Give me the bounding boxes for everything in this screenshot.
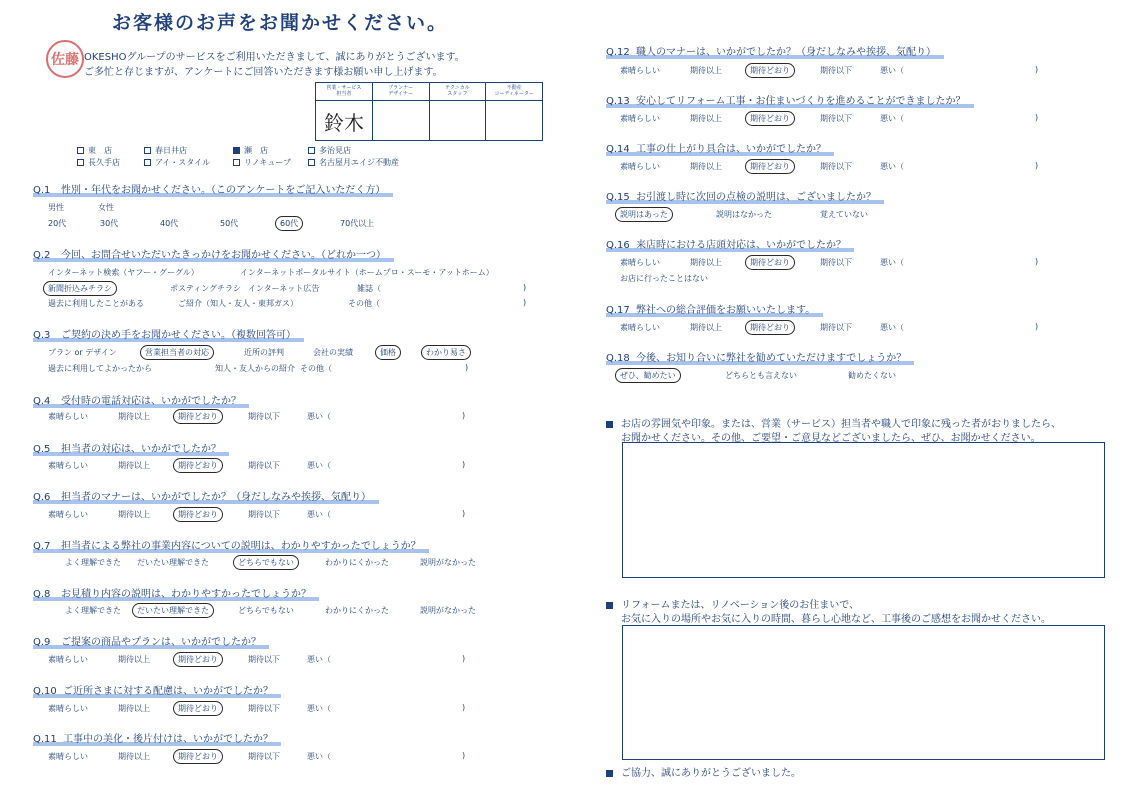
answer-option[interactable]: 雑誌（: [357, 284, 381, 293]
question-number: Q.4: [33, 396, 51, 407]
comment-2-line-2: お気に入りの場所やお気に入りの時間、暮らし心地など、工事後のご感想をお聞かせください。: [621, 614, 1051, 625]
comment-box-2[interactable]: [622, 625, 1105, 760]
answer-option[interactable]: 期待以上: [118, 461, 150, 470]
shop-checkbox-item[interactable]: [308, 157, 399, 168]
shop-label: 瀬 店: [244, 146, 268, 155]
answer-option: ): [523, 283, 527, 292]
intro-line-1: OKESHOグループのサービスをご利用いただきまして、誠にありがとうございます。: [84, 52, 465, 63]
question-number: Q.18: [606, 353, 630, 364]
question-number: Q.3: [33, 330, 51, 341]
question-text: 受付時の電話対応は、いかがでしたか？: [61, 396, 241, 407]
question-heading: [33, 181, 393, 197]
answer-option[interactable]: 過去に利用したことがある: [48, 299, 144, 308]
answer-option: ): [462, 460, 466, 469]
question-heading: [606, 188, 884, 204]
selected-answer-option[interactable]: 期待どおり: [173, 507, 223, 522]
staff-table: [315, 82, 543, 141]
checkbox-icon[interactable]: [144, 159, 151, 166]
answer-option[interactable]: 期待以上: [118, 412, 150, 421]
selected-answer-option[interactable]: 期待どおり: [745, 255, 795, 270]
answer-option[interactable]: 50代: [220, 219, 239, 228]
answer-option[interactable]: よく理解できた: [65, 606, 121, 615]
answer-option[interactable]: 素晴らしい: [48, 510, 88, 519]
answer-option[interactable]: 悪い（: [880, 66, 904, 75]
staff-col-realestate: [485, 83, 542, 140]
answer-option: ): [462, 509, 466, 518]
shop-label: 名古屋月エイジ不動産: [319, 158, 399, 167]
answer-option[interactable]: 期待以上: [118, 655, 150, 664]
closing-message: [606, 764, 801, 779]
shop-label: 東 店: [88, 146, 112, 155]
question-text: 弊社への総合評価をお願いいたします。: [636, 305, 816, 316]
answer-option[interactable]: 期待以上: [690, 66, 722, 75]
shop-label: リノキューブ: [244, 158, 291, 167]
question-text: お引渡し時に次回の点検の説明は、ございましたか？: [636, 192, 876, 203]
answer-option[interactable]: 悪い（: [307, 655, 331, 664]
shop-label: 春日井店: [155, 146, 187, 155]
answer-option[interactable]: 期待以下: [820, 114, 852, 123]
checkbox-icon[interactable]: [308, 147, 315, 154]
answer-option[interactable]: わかりにくかった: [325, 606, 389, 615]
answer-option[interactable]: プラン or デザイン: [48, 348, 117, 357]
answer-option[interactable]: 悪い（: [307, 752, 331, 761]
answer-option: ): [1035, 322, 1039, 331]
selected-answer-option[interactable]: 期待どおり: [173, 458, 223, 473]
seal-stamp: 佐藤: [46, 40, 84, 78]
checked-box-icon[interactable]: [233, 147, 240, 154]
selected-answer-option[interactable]: 価格: [375, 345, 401, 360]
question-number: Q.5: [33, 444, 51, 455]
answer-option[interactable]: 期待以上: [118, 510, 150, 519]
question-heading: [606, 301, 823, 317]
staff-cell[interactable]: [430, 101, 486, 140]
answer-option[interactable]: 期待以下: [248, 704, 280, 713]
question-heading: [606, 236, 854, 252]
answer-option[interactable]: 知人・友人からの紹介: [215, 364, 295, 373]
answer-option: ): [1035, 113, 1039, 122]
answer-option[interactable]: 勧めたくない: [848, 371, 896, 380]
question-number: Q.9: [33, 637, 51, 648]
question-heading: [33, 585, 319, 601]
shop-checkbox-item[interactable]: [144, 145, 187, 156]
question-text: お見積り内容の説明は、わかりやすかったでしょうか？: [61, 589, 311, 600]
question-number: Q.2: [33, 250, 51, 261]
question-heading: [33, 633, 269, 649]
answer-option: ): [1035, 257, 1039, 266]
question-heading: [33, 246, 394, 262]
checkbox-icon[interactable]: [308, 159, 315, 166]
question-heading: [33, 392, 249, 408]
question-heading: [606, 43, 944, 59]
answer-option[interactable]: 素晴らしい: [48, 704, 88, 713]
answer-option[interactable]: 期待以下: [248, 752, 280, 761]
answer-option[interactable]: 女性: [98, 203, 114, 212]
answer-option[interactable]: 30代: [100, 219, 119, 228]
selected-answer-option[interactable]: 新聞折込みチラシ: [43, 281, 117, 296]
answer-option[interactable]: 悪い（: [307, 412, 331, 421]
answer-option[interactable]: 期待以下: [248, 655, 280, 664]
answer-option: ): [1035, 161, 1039, 170]
staff-header: プランナー デザイナー: [373, 83, 429, 101]
selected-answer-option[interactable]: ぜひ、勧めたい: [615, 368, 681, 383]
question-text: ご近所さまに対する配慮は、いかがでしたか？: [63, 686, 273, 697]
answer-option[interactable]: 20代: [48, 219, 67, 228]
answer-option[interactable]: 悪い（: [880, 258, 904, 267]
answer-option[interactable]: わかりにくかった: [325, 558, 389, 567]
answer-option[interactable]: 期待以下: [248, 510, 280, 519]
comment-1-line-1: お店の雰囲気や印象。または、営業（サービス）担当者や職人で印象に残った者がおりましたら、: [621, 419, 1061, 430]
answer-option[interactable]: 近所の評判: [244, 348, 284, 357]
question-heading: [33, 537, 429, 553]
answer-option[interactable]: 期待以下: [820, 258, 852, 267]
answer-option[interactable]: 覚えていない: [820, 210, 868, 219]
answer-option[interactable]: 素晴らしい: [48, 412, 88, 421]
shop-checkbox-item[interactable]: [77, 157, 120, 168]
question-number: Q.11: [33, 734, 57, 745]
answer-option[interactable]: 男性: [48, 203, 64, 212]
comment-2-prompt: [606, 596, 859, 611]
question-text: 工事中の美化・後片付けは、いかがでしたか？: [63, 734, 273, 745]
staff-header: 営業・サービス 担当者: [316, 83, 372, 101]
question-number: Q.1: [33, 185, 51, 196]
answer-option[interactable]: どちらとも言えない: [725, 371, 797, 380]
question-heading: [606, 92, 974, 108]
answer-option[interactable]: どちらでもない: [238, 606, 294, 615]
question-heading: [33, 326, 304, 342]
answer-option[interactable]: 素晴らしい: [620, 323, 660, 332]
answer-option[interactable]: 説明はなかった: [716, 210, 772, 219]
question-number: Q.10: [33, 686, 57, 697]
answer-option[interactable]: 期待以上: [690, 258, 722, 267]
question-text: 来店時における店頭対応は、いかがでしたか？: [636, 240, 846, 251]
question-text: 性別・年代をお聞かせください。（このアンケートをご記入いただく方）: [61, 185, 386, 196]
answer-option[interactable]: 期待以下: [820, 162, 852, 171]
answer-option[interactable]: 期待以上: [690, 114, 722, 123]
question-number: Q.15: [606, 192, 630, 203]
answer-option[interactable]: 悪い（: [880, 323, 904, 332]
answer-option[interactable]: 素晴らしい: [48, 655, 88, 664]
checkbox-icon[interactable]: [77, 147, 84, 154]
square-bullet-icon: [606, 421, 613, 428]
answer-option[interactable]: 会社の実績: [313, 348, 353, 357]
answer-option[interactable]: だいたい理解できた: [137, 558, 209, 567]
selected-answer-option[interactable]: 営業担当者の対応: [140, 345, 214, 360]
answer-option[interactable]: 素晴らしい: [48, 461, 88, 470]
question-number: Q.13: [606, 96, 630, 107]
checkbox-icon[interactable]: [233, 159, 240, 166]
staff-col-sales: [316, 83, 372, 140]
shop-label: 多治見店: [319, 146, 351, 155]
answer-option: ): [1035, 65, 1039, 74]
selected-answer-option[interactable]: どちらでもない: [233, 555, 299, 570]
question-text: 職人のマナーは、いかがでしたか？（身だしなみや挨拶、気配り）: [636, 47, 936, 58]
comment-1-line-2: お聞かせください。その他、ご要望・ご意見などございましたら、ぜひ、お聞かせください。: [621, 433, 1041, 444]
answer-option[interactable]: 期待以上: [118, 704, 150, 713]
shop-checkbox-item[interactable]: [233, 157, 291, 168]
question-heading: [606, 140, 834, 156]
answer-option[interactable]: その他（: [300, 364, 332, 373]
staff-cell[interactable]: [373, 101, 429, 140]
square-bullet-icon: [606, 602, 613, 609]
selected-answer-option[interactable]: 60代: [275, 216, 303, 231]
question-text: 安心してリフォーム工事・お住まいづくりを進めることができましたか？: [636, 96, 966, 107]
answer-option[interactable]: 素晴らしい: [620, 258, 660, 267]
selected-answer-option[interactable]: わかり易さ: [421, 345, 471, 360]
selected-answer-option[interactable]: 期待どおり: [745, 320, 795, 335]
selected-answer-option[interactable]: 期待どおり: [173, 409, 223, 424]
answer-option[interactable]: 期待以上: [690, 162, 722, 171]
answer-option[interactable]: 期待以下: [820, 66, 852, 75]
selected-answer-option[interactable]: 期待どおり: [745, 63, 795, 78]
staff-header: 不動産 コーディネーター: [486, 83, 542, 101]
shop-checkbox-item[interactable]: [233, 145, 268, 156]
staff-header: テクニカル スタッフ: [430, 83, 486, 101]
question-number: Q.8: [33, 589, 51, 600]
answer-option[interactable]: 素晴らしい: [620, 66, 660, 75]
question-number: Q.12: [606, 47, 630, 58]
answer-option[interactable]: 悪い（: [307, 510, 331, 519]
answer-option[interactable]: ポスティングチラシ: [170, 284, 242, 293]
question-number: Q.17: [606, 305, 630, 316]
answer-option[interactable]: 悪い（: [307, 704, 331, 713]
answer-option[interactable]: 悪い（: [880, 162, 904, 171]
answer-option[interactable]: 素晴らしい: [48, 752, 88, 761]
checkbox-icon[interactable]: [77, 159, 84, 166]
selected-answer-option[interactable]: 期待どおり: [173, 749, 223, 764]
shop-checkbox-item[interactable]: [77, 145, 112, 156]
selected-answer-option[interactable]: 期待どおり: [745, 111, 795, 126]
answer-option[interactable]: その他（: [348, 299, 380, 308]
question-number: Q.14: [606, 144, 630, 155]
shop-checkbox-item[interactable]: [308, 145, 351, 156]
answer-option[interactable]: 悪い（: [307, 461, 331, 470]
selected-answer-option[interactable]: だいたい理解できた: [132, 603, 214, 618]
question-text: 担当者のマナーは、いかがでしたか？（身だしなみや挨拶、気配り）: [61, 492, 371, 503]
shop-checkbox-item[interactable]: [144, 157, 210, 168]
answer-option[interactable]: 40代: [160, 219, 179, 228]
question-number: Q.6: [33, 492, 51, 503]
staff-col-technical: [429, 83, 486, 140]
page-title: お客様のお声をお聞かせください。: [112, 12, 449, 34]
answer-option[interactable]: 期待以下: [820, 323, 852, 332]
staff-cell[interactable]: [486, 101, 542, 140]
intro-line-2: ご多忙と存じますが、アンケートにご回答いただきます様お願い申し上げます。: [84, 67, 443, 78]
comment-box-1[interactable]: [622, 442, 1105, 578]
question-heading: [33, 488, 379, 504]
answer-option[interactable]: 期待以上: [690, 323, 722, 332]
selected-answer-option[interactable]: 期待どおり: [173, 652, 223, 667]
answer-option[interactable]: 70代以上: [340, 219, 375, 228]
answer-option[interactable]: 期待以下: [248, 412, 280, 421]
checkbox-icon[interactable]: [144, 147, 151, 154]
question-text: ご提案の商品やプランは、いかがでしたか？: [61, 637, 261, 648]
staff-col-planner: [372, 83, 429, 140]
selected-answer-option[interactable]: 期待どおり: [173, 701, 223, 716]
answer-option: ): [462, 654, 466, 663]
shop-label: 長久手店: [88, 158, 120, 167]
selected-answer-option[interactable]: 説明はあった: [615, 207, 673, 222]
staff-cell[interactable]: [316, 101, 372, 140]
question-text: 今回、お問合せいただいたきっかけをお聞かせください。（どれか一つ）: [61, 250, 386, 261]
answer-option[interactable]: 悪い（: [880, 114, 904, 123]
handwritten-name: 鈴木: [324, 111, 364, 135]
answer-option[interactable]: 過去に利用してよかったから: [48, 364, 152, 373]
answer-option: ): [465, 363, 469, 372]
answer-option[interactable]: 素晴らしい: [620, 114, 660, 123]
answer-option[interactable]: ご紹介（知人・友人・東邦ガス）: [178, 299, 298, 308]
question-text: 今後、お知り合いに弊社を勧めていただけますでしょうか？: [636, 353, 907, 364]
answer-option[interactable]: 素晴らしい: [620, 162, 660, 171]
answer-option: ): [523, 298, 527, 307]
question-text: 担当者の対応は、いかがでしたか？: [61, 444, 221, 455]
question-number: Q.16: [606, 240, 630, 251]
question-heading: [606, 349, 914, 365]
answer-option: ): [462, 411, 466, 420]
answer-option[interactable]: 説明がなかった: [420, 606, 476, 615]
question-heading: [33, 440, 229, 456]
answer-option[interactable]: 期待以下: [248, 461, 280, 470]
question-heading: [33, 730, 281, 746]
question-text: 工事の仕上がり具合は、いかがでしたか？: [636, 144, 826, 155]
answer-option[interactable]: インターネットポータルサイト（ホームプロ・スーモ・アットホーム）: [240, 268, 494, 277]
question-number: Q.7: [33, 541, 51, 552]
question-text: 担当者による弊社の事業内容についての説明は、わかりやすかったでしょうか？: [61, 541, 421, 552]
answer-option[interactable]: 期待以上: [118, 752, 150, 761]
closing-text: ご協力、誠にありがとうございました。: [621, 768, 801, 779]
answer-option[interactable]: インターネット広告: [248, 284, 320, 293]
question-heading: [33, 682, 281, 698]
answer-option[interactable]: インターネット検索（ヤフー・グーグル）: [48, 268, 199, 277]
answer-option: ): [462, 751, 466, 760]
answer-option[interactable]: 説明がなかった: [420, 558, 476, 567]
answer-option[interactable]: お店に行ったことはない: [620, 274, 708, 283]
comment-2-line-1: リフォームまたは、リノベーション後のお住まいで、: [621, 600, 860, 611]
comment-1-prompt: [606, 415, 1061, 430]
shop-label: アイ・スタイル: [155, 158, 211, 167]
question-text: ご契約の決め手をお聞かせください。（複数回答可）: [61, 330, 296, 341]
answer-option[interactable]: よく理解できた: [65, 558, 121, 567]
square-bullet-icon: [606, 770, 613, 777]
answer-option: ): [462, 703, 466, 712]
selected-answer-option[interactable]: 期待どおり: [745, 159, 795, 174]
